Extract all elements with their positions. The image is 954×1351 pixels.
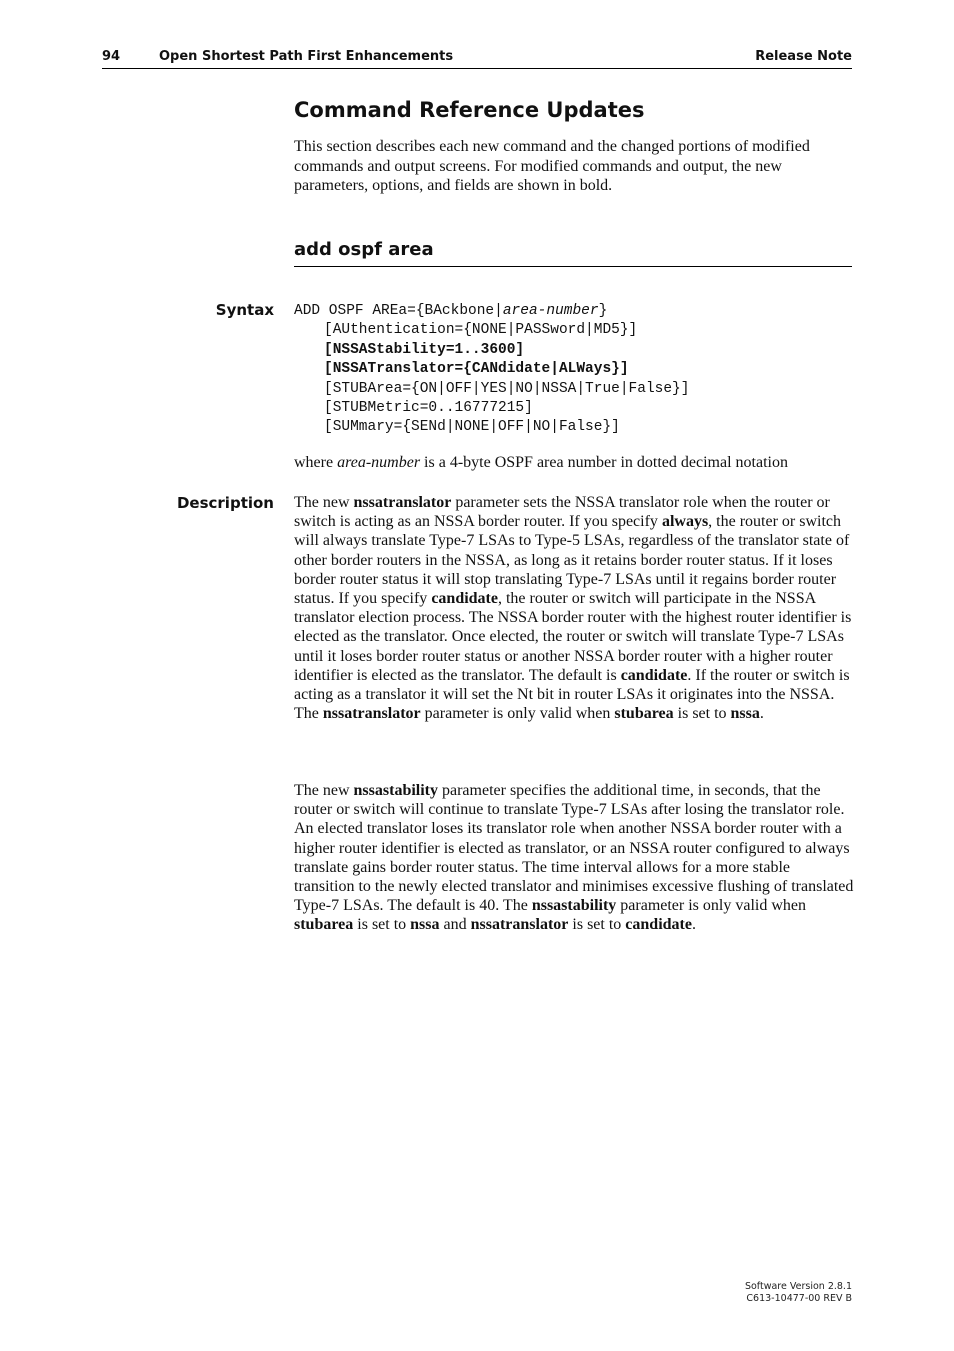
desc-keyword: nssatranslator xyxy=(353,494,452,511)
desc-keyword: nssastability xyxy=(353,782,438,799)
syntax-line: [AUthentication={NONE|PASSword|MD5}] xyxy=(324,322,638,339)
where-param: area-number xyxy=(337,454,421,471)
syntax-line-new: [NSSATranslator={CANdidate|ALWays}] xyxy=(324,361,629,378)
running-title: Open Shortest Path First Enhancements xyxy=(159,49,454,64)
syntax-label: Syntax xyxy=(215,301,274,319)
section-title: Command Reference Updates xyxy=(294,98,645,122)
syntax-line: [STUBMetric=0..16777215] xyxy=(324,400,533,417)
desc-keyword: nssatranslator xyxy=(470,916,569,934)
desc-text: The new xyxy=(294,494,354,511)
document-code: C613-10477-00 REV B xyxy=(746,1293,852,1304)
desc-text: , the router or switch will always translate Type-7 LSAs to Type-5 LSAs, regardless of the translator state of other border routers in the NSSA, as long as it retains border router status. If it loses border router status it will stop translating Type-7 LSAs until it regains border router status. If you specify xyxy=(294,513,850,608)
desc-keyword: candidate xyxy=(625,916,692,934)
syntax-line: [STUBArea={ON|OFF|YES|NO|NSSA|True|False}] xyxy=(324,380,690,397)
where-text: is a 4-byte OSPF area number in dotted decimal notation xyxy=(420,454,788,471)
page-footer xyxy=(745,1281,852,1305)
desc-text: parameter is only valid when xyxy=(420,705,615,723)
desc-keyword: nssatranslator xyxy=(322,705,421,723)
desc-text: parameter specifies the additional time, in seconds, that the router or switch will continue to translate Type-7 LSAs after losing the translator role. An elected translator loses its translator role when another NSSA border router with a higher router identifier is elected as translator, or an NSSA router configured to always translate gains border router status. The time interval allows for a more stable transition to the newly elected translator and minimises excessive flushing of translated Type-7 LSAs. The default is 40. The xyxy=(294,782,854,915)
desc-keyword: candidate xyxy=(620,666,688,684)
syntax-text: ADD OSPF AREa={BAckbone| xyxy=(294,303,503,319)
desc-keyword: nssastability xyxy=(531,897,617,915)
desc-keyword: nssa xyxy=(730,705,760,723)
where-text: where xyxy=(294,454,338,471)
syntax-line-new: [NSSAStability=1..3600] xyxy=(324,341,525,358)
syntax-block xyxy=(294,302,689,438)
desc-text: , the router or switch will participate in the NSSA translator election process. The NSSA border router with the highest router identifier is elected as the translator. Once elected, the router or switch will translate Type-7 LSAs until it loses border router status or another NSSA border router with a higher router identifier is elected as the translator. The default is xyxy=(294,590,852,684)
desc-text: . xyxy=(759,705,764,723)
command-heading: add ospf area xyxy=(294,239,852,267)
desc-text: and xyxy=(439,916,471,934)
section-intro: This section describes each new command and the changed portions of modified commands and output screens. For modified commands and output, the new parameters, options, and fields are shown in bold. xyxy=(294,138,810,194)
page-number: 94 xyxy=(102,49,121,64)
page-header xyxy=(102,47,852,69)
desc-text: parameter is only valid when xyxy=(616,897,806,915)
document-type: Release Note xyxy=(755,49,852,64)
desc-text: The new xyxy=(294,782,354,799)
software-version: Software Version 2.8.1 xyxy=(744,1281,852,1292)
syntax-line: [SUMmary={SENd|NONE|OFF|NO|False}] xyxy=(324,419,620,436)
desc-text: . If the router or switch is acting as a translator it will set the Nt bit in router LSAs it originates into the NSSA. The xyxy=(294,666,850,723)
desc-text: is set to xyxy=(673,705,731,723)
syntax-line xyxy=(294,302,689,321)
desc-keyword: stubarea xyxy=(614,705,674,723)
description-paragraph xyxy=(294,493,854,723)
desc-text: parameter sets the NSSA translator role when the router or switch is acting as an NSSA border router. If you specify xyxy=(294,494,830,531)
desc-text: is set to xyxy=(353,916,411,934)
syntax-param: area-number xyxy=(502,303,599,319)
desc-keyword: stubarea xyxy=(294,916,354,934)
description-paragraph xyxy=(294,781,854,935)
desc-keyword: nssa xyxy=(410,916,440,934)
desc-text: is set to xyxy=(568,916,626,934)
description-label: Description xyxy=(176,494,274,512)
desc-keyword: candidate xyxy=(431,590,498,608)
desc-keyword: always xyxy=(661,513,709,531)
desc-text: . xyxy=(691,916,696,934)
syntax-text: } xyxy=(598,303,608,319)
where-clause xyxy=(294,454,788,472)
